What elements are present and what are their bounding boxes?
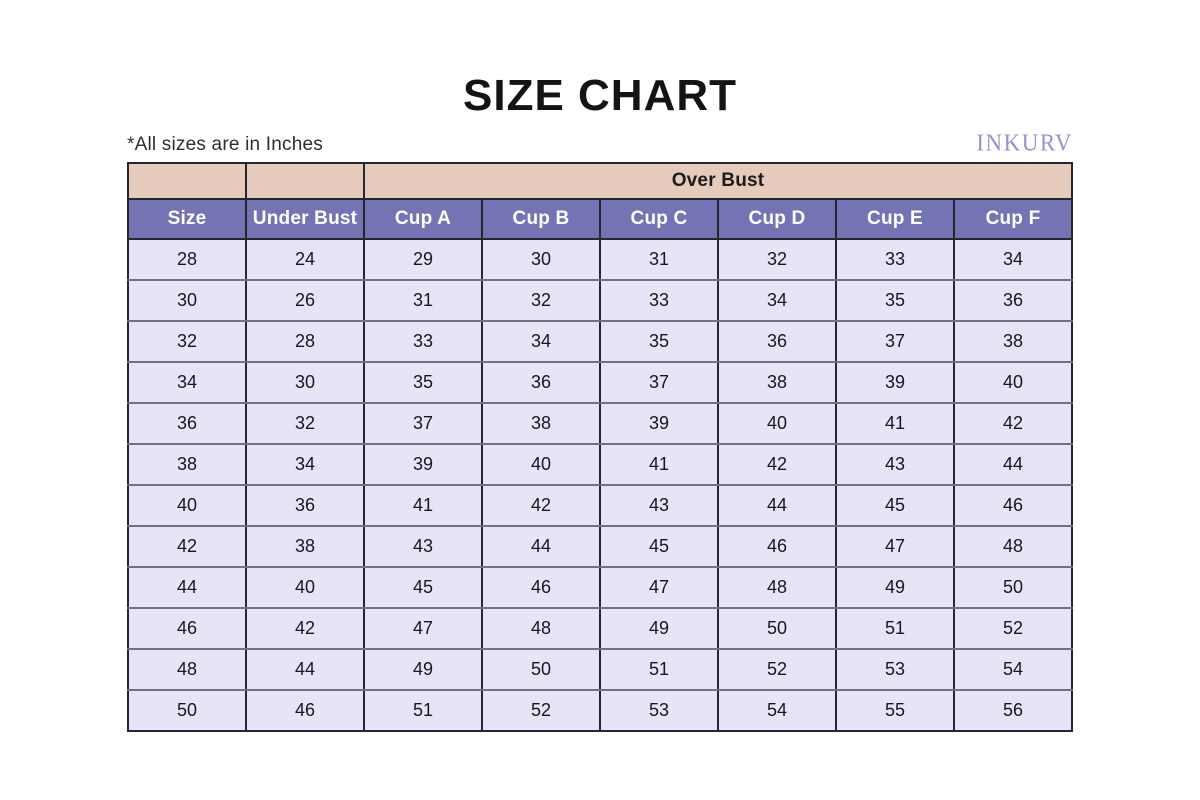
size-value-cell: 46 <box>128 608 246 649</box>
size-value-cell: 32 <box>718 239 836 280</box>
table-row <box>128 362 1072 403</box>
size-value-cell: 34 <box>718 280 836 321</box>
size-value-cell: 53 <box>600 690 718 731</box>
size-value-cell: 40 <box>954 362 1072 403</box>
table-row <box>128 526 1072 567</box>
column-header-cup-f: Cup F <box>954 199 1072 239</box>
size-value-cell: 24 <box>246 239 364 280</box>
size-value-cell: 42 <box>128 526 246 567</box>
size-value-cell: 28 <box>128 239 246 280</box>
size-value-cell: 30 <box>246 362 364 403</box>
size-value-cell: 33 <box>836 239 954 280</box>
size-value-cell: 36 <box>246 485 364 526</box>
size-value-cell: 38 <box>718 362 836 403</box>
size-value-cell: 32 <box>482 280 600 321</box>
column-header-cup-e: Cup E <box>836 199 954 239</box>
size-value-cell: 37 <box>364 403 482 444</box>
table-row <box>128 444 1072 485</box>
size-value-cell: 36 <box>128 403 246 444</box>
size-value-cell: 48 <box>954 526 1072 567</box>
table-row <box>128 403 1072 444</box>
size-value-cell: 45 <box>600 526 718 567</box>
size-value-cell: 49 <box>600 608 718 649</box>
size-value-cell: 44 <box>246 649 364 690</box>
size-value-cell: 47 <box>836 526 954 567</box>
size-value-cell: 45 <box>364 567 482 608</box>
size-value-cell: 41 <box>836 403 954 444</box>
size-value-cell: 34 <box>246 444 364 485</box>
size-value-cell: 46 <box>482 567 600 608</box>
size-value-cell: 32 <box>128 321 246 362</box>
size-value-cell: 36 <box>954 280 1072 321</box>
size-value-cell: 31 <box>364 280 482 321</box>
size-value-cell: 36 <box>482 362 600 403</box>
size-table-body <box>128 239 1072 731</box>
size-value-cell: 33 <box>364 321 482 362</box>
empty-header-size <box>128 163 246 199</box>
table-row <box>128 239 1072 280</box>
size-value-cell: 46 <box>246 690 364 731</box>
size-value-cell: 28 <box>246 321 364 362</box>
size-value-cell: 56 <box>954 690 1072 731</box>
size-value-cell: 38 <box>246 526 364 567</box>
size-value-cell: 43 <box>364 526 482 567</box>
size-value-cell: 35 <box>836 280 954 321</box>
size-value-cell: 54 <box>718 690 836 731</box>
size-value-cell: 50 <box>482 649 600 690</box>
size-value-cell: 38 <box>954 321 1072 362</box>
size-value-cell: 43 <box>600 485 718 526</box>
subheader <box>127 130 1073 156</box>
size-value-cell: 49 <box>836 567 954 608</box>
brand-logo: INKURV <box>976 129 1073 156</box>
size-value-cell: 52 <box>718 649 836 690</box>
column-header-under-bust: Under Bust <box>246 199 364 239</box>
size-value-cell: 54 <box>954 649 1072 690</box>
table-row <box>128 567 1072 608</box>
size-value-cell: 39 <box>600 403 718 444</box>
size-value-cell: 37 <box>836 321 954 362</box>
column-header-size: Size <box>128 199 246 239</box>
size-value-cell: 40 <box>482 444 600 485</box>
column-header-cup-c: Cup C <box>600 199 718 239</box>
group-header-row <box>128 163 1072 199</box>
size-value-cell: 30 <box>128 280 246 321</box>
table-row <box>128 485 1072 526</box>
size-value-cell: 35 <box>364 362 482 403</box>
size-value-cell: 42 <box>482 485 600 526</box>
size-value-cell: 41 <box>600 444 718 485</box>
size-value-cell: 53 <box>836 649 954 690</box>
table-row <box>128 690 1072 731</box>
table-row <box>128 608 1072 649</box>
size-value-cell: 39 <box>836 362 954 403</box>
size-value-cell: 50 <box>128 690 246 731</box>
size-value-cell: 33 <box>600 280 718 321</box>
size-value-cell: 42 <box>718 444 836 485</box>
size-value-cell: 38 <box>128 444 246 485</box>
size-value-cell: 49 <box>364 649 482 690</box>
size-value-cell: 47 <box>364 608 482 649</box>
page-title: SIZE CHART <box>463 71 737 120</box>
size-value-cell: 34 <box>128 362 246 403</box>
size-value-cell: 37 <box>600 362 718 403</box>
size-value-cell: 47 <box>600 567 718 608</box>
size-value-cell: 40 <box>246 567 364 608</box>
size-value-cell: 26 <box>246 280 364 321</box>
column-header-cup-b: Cup B <box>482 199 600 239</box>
size-value-cell: 35 <box>600 321 718 362</box>
size-value-cell: 34 <box>482 321 600 362</box>
size-value-cell: 40 <box>718 403 836 444</box>
table-row <box>128 280 1072 321</box>
size-value-cell: 52 <box>954 608 1072 649</box>
size-value-cell: 48 <box>718 567 836 608</box>
size-value-cell: 50 <box>718 608 836 649</box>
empty-header-under-bust <box>246 163 364 199</box>
size-value-cell: 44 <box>718 485 836 526</box>
size-chart-table <box>127 162 1073 732</box>
size-value-cell: 39 <box>364 444 482 485</box>
column-header-cup-d: Cup D <box>718 199 836 239</box>
size-value-cell: 44 <box>954 444 1072 485</box>
size-value-cell: 42 <box>954 403 1072 444</box>
size-value-cell: 51 <box>836 608 954 649</box>
size-value-cell: 29 <box>364 239 482 280</box>
size-value-cell: 45 <box>836 485 954 526</box>
size-value-cell: 46 <box>718 526 836 567</box>
table-row <box>128 649 1072 690</box>
size-value-cell: 50 <box>954 567 1072 608</box>
size-value-cell: 42 <box>246 608 364 649</box>
size-value-cell: 51 <box>364 690 482 731</box>
size-value-cell: 38 <box>482 403 600 444</box>
units-note: *All sizes are in Inches <box>127 134 323 156</box>
size-value-cell: 52 <box>482 690 600 731</box>
column-header-row <box>128 199 1072 239</box>
size-value-cell: 43 <box>836 444 954 485</box>
column-header-cup-a: Cup A <box>364 199 482 239</box>
size-value-cell: 48 <box>482 608 600 649</box>
over-bust-group-header: Over Bust <box>364 163 1072 199</box>
size-value-cell: 34 <box>954 239 1072 280</box>
size-value-cell: 48 <box>128 649 246 690</box>
table-row <box>128 321 1072 362</box>
size-value-cell: 44 <box>482 526 600 567</box>
size-value-cell: 44 <box>128 567 246 608</box>
size-value-cell: 46 <box>954 485 1072 526</box>
size-value-cell: 51 <box>600 649 718 690</box>
size-value-cell: 32 <box>246 403 364 444</box>
size-value-cell: 41 <box>364 485 482 526</box>
size-value-cell: 36 <box>718 321 836 362</box>
size-value-cell: 30 <box>482 239 600 280</box>
size-value-cell: 31 <box>600 239 718 280</box>
size-value-cell: 40 <box>128 485 246 526</box>
size-value-cell: 55 <box>836 690 954 731</box>
